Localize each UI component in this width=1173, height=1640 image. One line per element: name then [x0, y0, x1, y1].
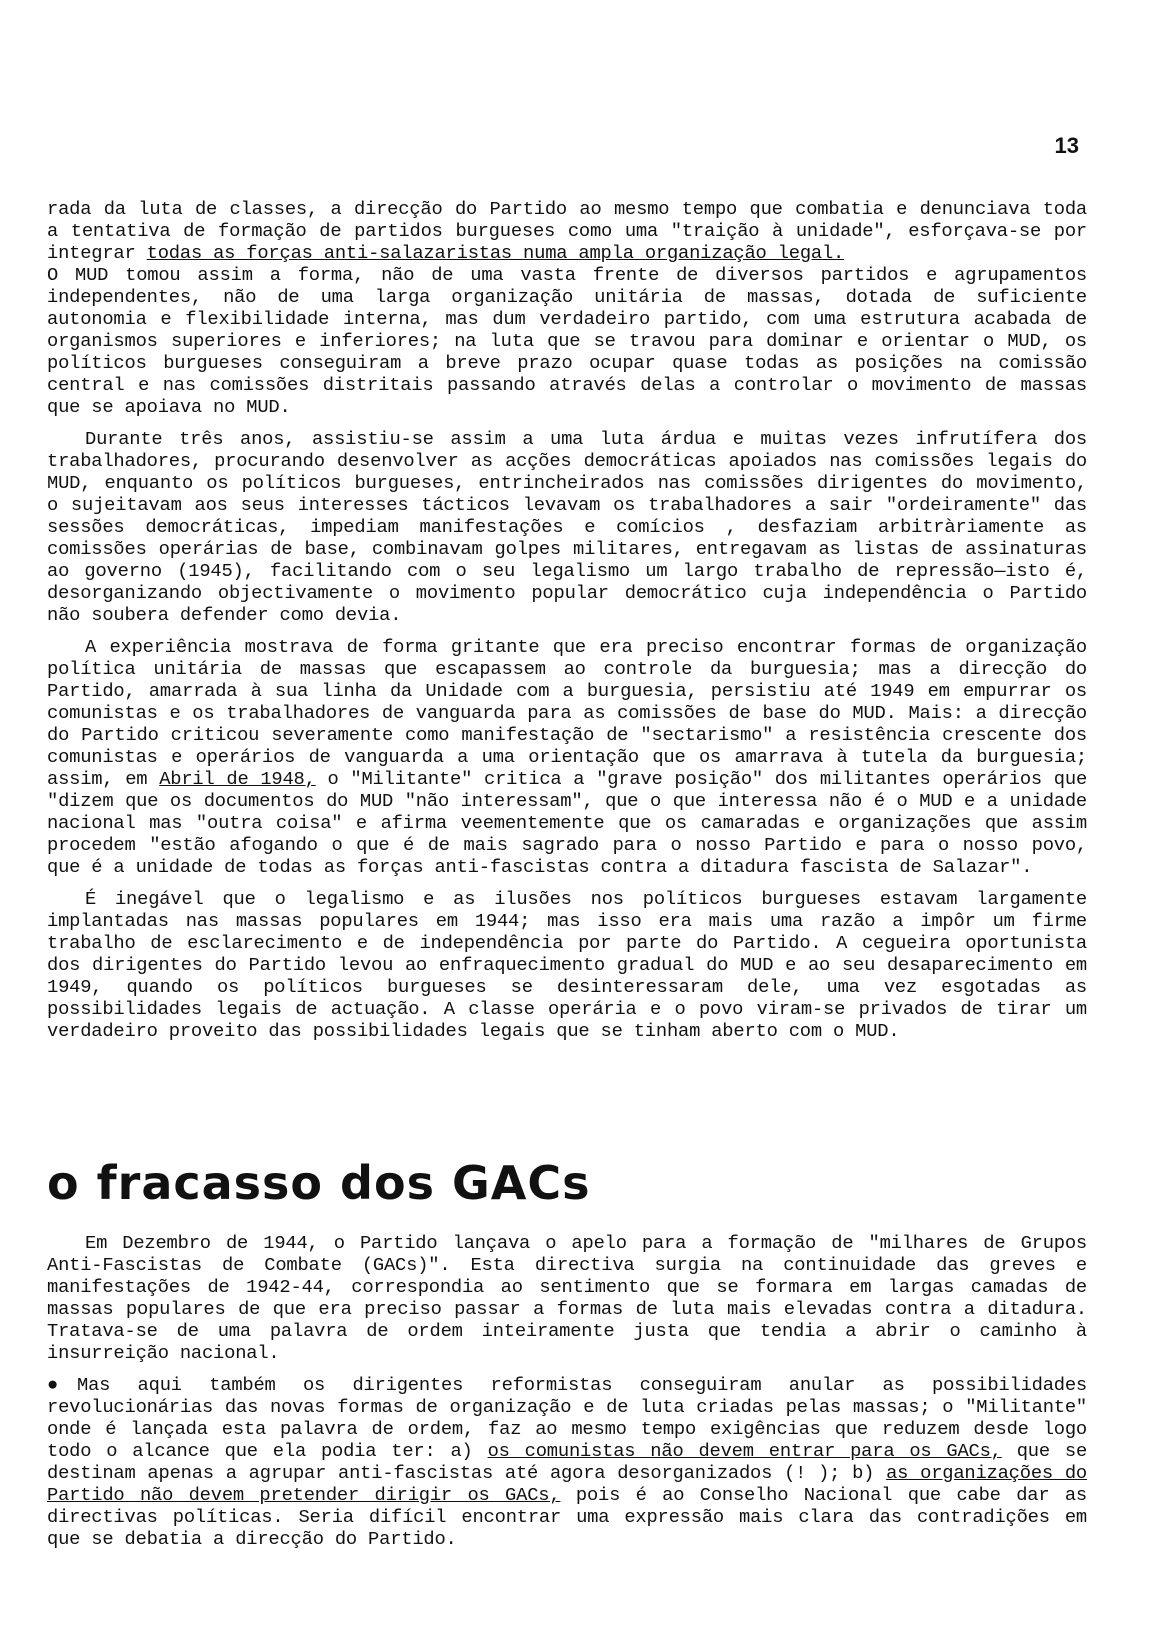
section-paragraph-1: Em Dezembro de 1944, o Partido lançava o apelo para a formação de "milhares de Grupos Anti-Fascistas de Combate (GACs)". Esta directiva surgia na continuidade das greves e manifestações de 1942-44, correspondia ao sentimento que se formara em largas camadas de massas populares de que era preciso passar a formas de luta mais elevadas contra a ditadura. Tratava-se de uma palavra de ordem inteiramente justa que tendia a abrir o caminho à insurreição nacional.	[47, 1232, 1087, 1364]
paragraph-1-text: rada da luta de classes, a direcção do Partido ao mesmo tempo que combatia e denunciava toda a tentativa de formação de partidos burgueses como uma "traição à unidade", esforçava-se por integrar	[47, 198, 1087, 264]
section-paragraph-2-underlined-1: os comunistas não devem entrar para os GACs,	[487, 1440, 1002, 1462]
section-text	[47, 1232, 1087, 1560]
section-paragraph-2-text-a: Mas aqui também os dirigentes reformistas conseguiram anular as possibilidades revolucionárias das novas formas de organização e de luta criadas pelas massas; o "Militante" onde é lançada esta palavra de ordem, faz ao mesmo tempo exigências que reduzem desde logo todo o alcance que ela podia ter: a)	[47, 1374, 1087, 1462]
section-paragraph-2-text-c: pois é ao Conselho Nacional que cabe dar as directivas políticas. Seria difícil encontrar uma expressão mais clara das contradições em que se debatia a direcção do Partido.	[47, 1484, 1088, 1550]
paragraph-4-underlined: Abril de 1948,	[159, 768, 316, 790]
section-heading: o fracasso dos GACs	[47, 1156, 591, 1210]
section-paragraph-2-text-b: que se destinam apenas a agrupar anti-fascistas até agora desorganizados (! ); b)	[47, 1440, 1088, 1484]
body-text	[47, 198, 1087, 1052]
paragraph-2: O MUD tomou assim a forma, não de uma vasta frente de diversos partidos e agrupamentos independentes, não de uma larga organização unitária de massas, dotada de suficiente autonomia e flexibilidade interna, mas dum verdadeiro partido, com uma estrutura acabada de organismos superiores e inferiores; na luta que se travou para dominar e orientar o MUD, os políticos burgueses conseguiram a breve prazo ocupar quase todas as posições na comissão central e nas comissões distritais passando através delas a controlar o movimento de massas que se apoiava no MUD.	[47, 264, 1087, 418]
section-paragraph-2	[47, 1374, 1087, 1550]
paragraph-1	[47, 198, 1087, 264]
bullet-icon: ●	[47, 1374, 59, 1396]
paragraph-3: Durante três anos, assistiu-se assim a uma luta árdua e muitas vezes infrutífera dos trabalhadores, procurando desenvolver as acções democráticas apoiados nas comissões legais do MUD, enquanto os políticos burgueses, entrincheirados nas comissões dirigentes do movimento, o sujeitavam aos seus interesses tácticos levavam os trabalhadores a sair "ordeiramente" das sessões democráticas, impediam manifestações e comícios , desfaziam arbitràriamente as comissões operárias de base, combinavam golpes militares, entregavam as listas de assinaturas ao governo (1945), facilitando com o seu legalismo um largo trabalho de repressão—isto é, desorganizando objectivamente o movimento popular democrático cuja independência o Partido não soubera defender como devia.	[47, 428, 1087, 626]
paragraph-5: É inegável que o legalismo e as ilusões nos políticos burgueses estavam largamente implantadas nas massas populares em 1944; mas isso era mais uma razão a impôr um firme trabalho de esclarecimento e de independência por parte do Partido. A cegueira oportunista dos dirigentes do Partido levou ao enfraquecimento gradual do MUD e ao seu desaparecimento em 1949, quando os políticos burgueses se desinteressaram dele, uma vez esgotadas as possibilidades legais de actuação. A classe operária e o povo viram-se privados de tirar um verdadeiro proveito das possibilidades legais que se tinham aberto com o MUD.	[47, 888, 1087, 1042]
paragraph-4-text-b: o "Militante" critica a "grave posição" dos militantes operários que "dizem que os documentos do MUD "não interessam", que o que interessa não é o MUD e a unidade nacional mas "outra coisa" e afirma veementemente que os camaradas e organizações que assim procedem "estão afogando o que é de mais sagrado para o nosso Partido e para o nosso povo, que é a unidade de todas as forças anti-fascistas contra a ditadura fascista de Salazar".	[47, 768, 1088, 878]
page-number: 13	[1054, 133, 1079, 158]
section-paragraph-2-underlined-2: as organizações do Partido não devem pretender dirigir os GACs,	[47, 1462, 1087, 1506]
paragraph-4-text-a: A experiência mostrava de forma gritante que era preciso encontrar formas de organização política unitária de massas que escapassem ao controle da burguesia; mas a direcção do Partido, amarrada à sua linha da Unidade com a burguesia, persistiu até 1949 em empurrar os comunistas e os trabalhadores de vanguarda para as comissões de base do MUD. Mais: a direcção do Partido criticou severamente como manifestação de "sectarismo" a resistência crescente dos comunistas e operários de vanguarda a uma orientação que os amarrava à tutela da burguesia; assim, em	[47, 636, 1087, 790]
paragraph-4	[47, 636, 1087, 878]
paragraph-1-underlined: todas as forças anti-salazaristas numa ampla organização legal.	[146, 242, 845, 264]
